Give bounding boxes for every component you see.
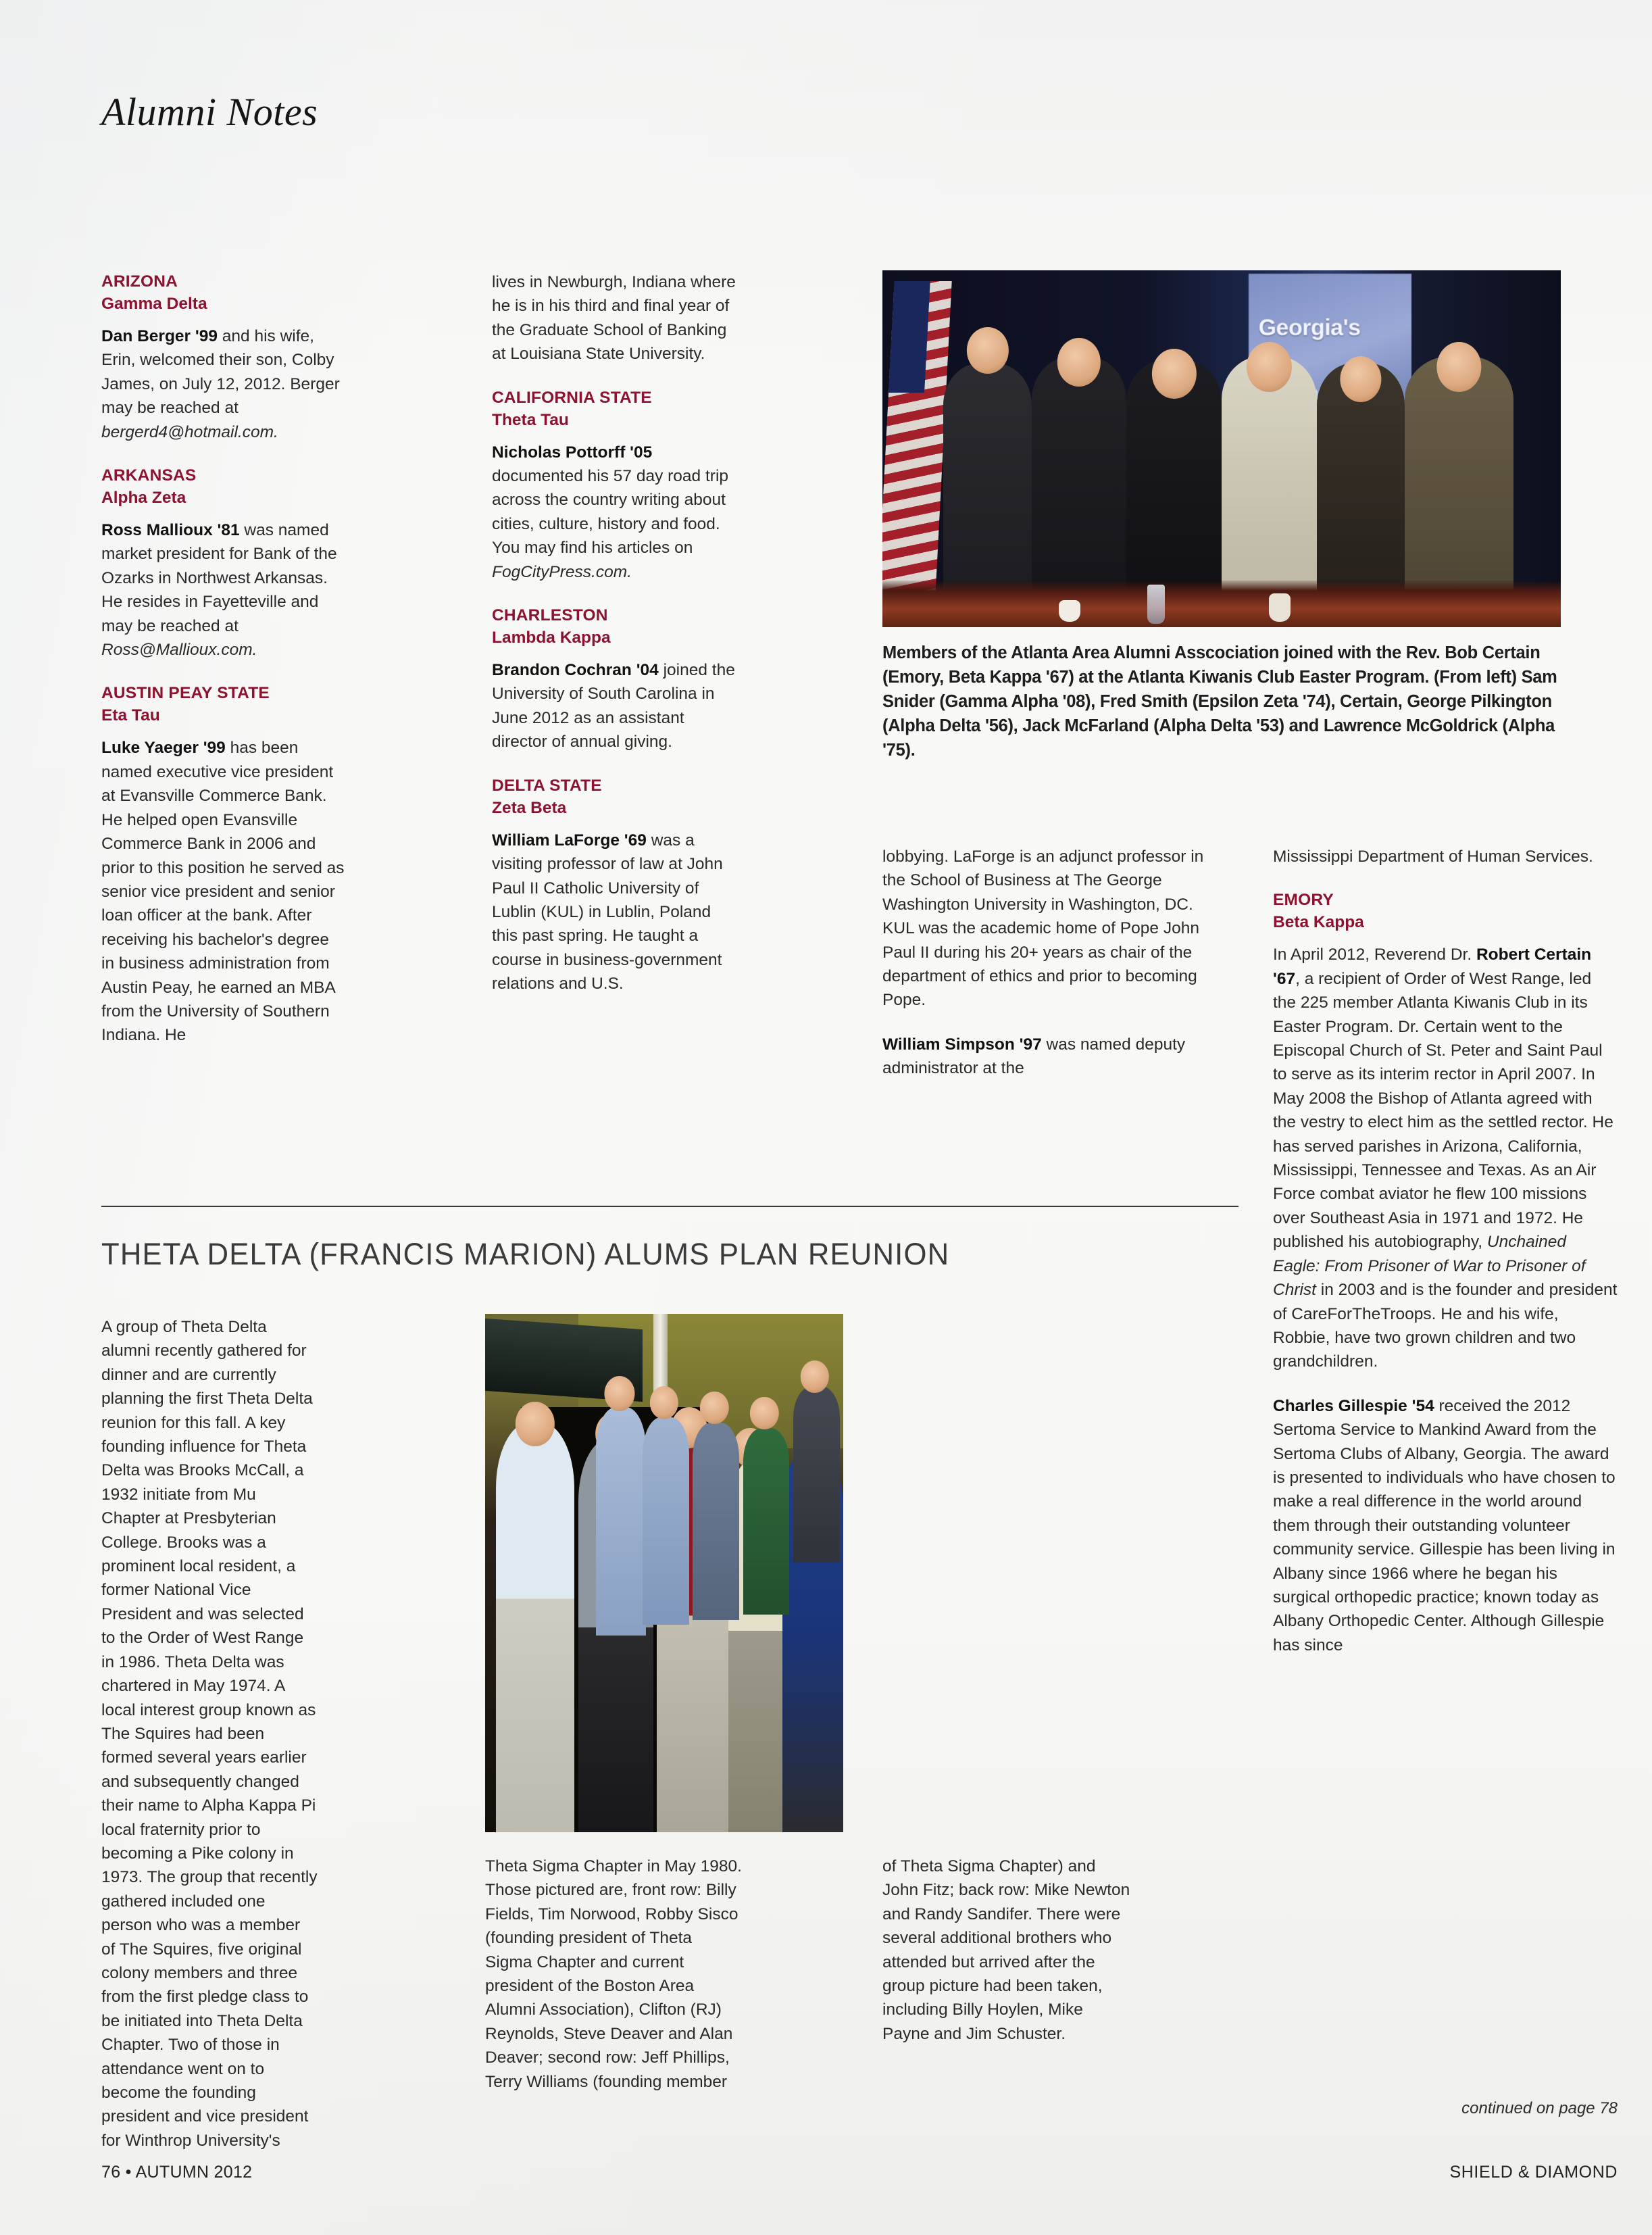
chapter-school: ARIZONA <box>101 272 178 291</box>
folio-publication-name: SHIELD & DIAMOND <box>1449 2163 1618 2182</box>
column-4 <box>1273 845 1618 1657</box>
continuation-text: lives in Newburgh, Indiana where he is in his third and final year of the Graduate School of Banking at Louisiana State University. <box>492 273 736 364</box>
chapter-heading-charleston <box>492 604 741 649</box>
entry-body <box>101 518 346 662</box>
entry-body <box>101 736 346 1047</box>
person-back-3 <box>693 1423 739 1619</box>
person-5-head <box>1340 356 1381 403</box>
person-back-2 <box>643 1417 689 1625</box>
entry-body <box>1273 943 1618 1373</box>
alumnus-name: Robert Certain '67 <box>1273 945 1592 988</box>
alumnus-name: Brandon Cochran '04 <box>492 661 659 680</box>
continuation-text: lobbying. LaForge is an adjunct professor in the School of Business at The George Washington University in Washington, DC. KUL was the academic home of Pope John Paul II during his 20+ years as chair of the department of ethics and prior to becoming Pope. <box>882 848 1204 1010</box>
entry-body <box>492 441 741 584</box>
entry-arizona <box>101 270 346 444</box>
entry-text: documented his 57 day road trip across the country writing about cities, culture, history and food. You may find his articles on <box>492 467 729 558</box>
book-title: Unchained Eagle: From Prisoner of War to Prisoner of Christ <box>1273 1233 1586 1300</box>
chapter-greek: Gamma Delta <box>101 295 207 313</box>
continuation-text: Mississippi Department of Human Services. <box>1273 848 1593 866</box>
entry-continuation-simpson <box>1273 845 1618 868</box>
entry-text-lead: In April 2012, Reverend Dr. <box>1273 945 1476 964</box>
chapter-school: DELTA STATE <box>492 776 602 795</box>
entry-continuation-austin-peay <box>492 270 741 366</box>
entry-charleston <box>492 604 741 754</box>
top-photo <box>882 270 1561 627</box>
entry-text: has been named executive vice president at Evansville Commerce Bank. He helped open Evansville Commerce Bank in 2006 and prior to this position he served as senior vice president and senior loan officer at the bank. After receiving his bachelor's degree in business administration from Austin Peay, he earned an MBA from the University of Southern Indiana. He <box>101 739 345 1045</box>
person-back-4 <box>743 1428 790 1615</box>
coffee-cup <box>1059 600 1080 622</box>
column-2 <box>492 270 741 996</box>
alumnus-name: Dan Berger '99 <box>101 327 218 345</box>
chapter-greek: Eta Tau <box>101 706 160 725</box>
entry-text: was named market president for Bank of the Ozarks in Northwest Arkansas. He resides in Fayetteville and may be reached at <box>101 521 337 635</box>
banquet-table <box>882 581 1561 627</box>
entry-austin-peay <box>101 682 346 1047</box>
chapter-school: AUSTIN PEAY STATE <box>101 684 270 703</box>
entry-text: received the 2012 Sertoma Service to Mankind Award from the Sertoma Clubs of Albany, Georgia. The award is presented to individuals who have chosen to make a real difference in the world around them through their outstanding volunteer community service. Gillespie has been living in Albany since 1966 where he began his surgical orthopedic practice; known today as Albany Orthopedic Center. Although Gillespie has since <box>1273 1396 1616 1654</box>
page-title: Alumni Notes <box>101 90 318 134</box>
entry-text: was a visiting professor of law at John Paul II Catholic University of Lublin (KUL) in Lublin, Poland this past spring. He taught a course in business-government relations and U.S. <box>492 831 723 993</box>
banner-text-primary: Georgia's <box>1258 315 1361 341</box>
entry-text-tail: in 2003 and is the founder and president of CareForTheTroops. He and his wife, Robbie, have two grown children and two grandchildren. <box>1273 1281 1618 1371</box>
feature-divider-rule <box>101 1206 1238 1207</box>
entry-website: FogCityPress.com. <box>492 562 632 581</box>
person-1-head <box>966 327 1008 374</box>
entry-body <box>882 1033 1220 1081</box>
entry-body <box>1273 1394 1618 1657</box>
alumnus-name: William LaForge '69 <box>492 831 647 850</box>
chapter-heading-emory <box>1273 889 1618 933</box>
entry-delta-state <box>492 775 741 996</box>
feature-body-text: A group of Theta Delta alumni recently gathered for dinner and are currently planning the first Theta Delta reunion for this fall. A key founding influence for Theta Delta was Brooks McCall, a 1932 initiate from Mu Chapter at Presbyterian College. Brooks was a prominent local resident, a former National Vice President and was selected to the Order of West Range in 1986. Theta Delta was chartered in May 1974. A local interest group known as The Squires had been formed several years earlier and subsequently changed their name to Alpha Kappa Pi local fraternity prior to becoming a Pike colony in 1973. The group that recently gathered included one person who was a member of The Squires, five original colony members and three from the first pledge class to be initiated into Theta Delta Chapter. Two of those in attendance went on to become the founding president and vice president for Winthrop University's <box>101 1318 318 2150</box>
entry-emory <box>1273 889 1618 1373</box>
entry-charles-gillespie <box>1273 1394 1618 1657</box>
chapter-greek: Theta Tau <box>492 410 569 429</box>
entry-email: bergerd4@hotmail.com. <box>101 422 278 441</box>
person-4-head <box>1247 342 1291 392</box>
person-back-1-head <box>604 1376 634 1411</box>
continued-note: continued on page 78 <box>1461 2099 1618 2117</box>
entry-continuation-laforge <box>882 845 1220 1012</box>
alumnus-name: Charles Gillespie '54 <box>1273 1396 1434 1415</box>
reunion-caption-part-2: of Theta Sigma Chapter) and John Fitz; back row: Mike Newton and Randy Sandifer. There were several additional brothers who attended but arrived after the group picture had been taken, including Billy Hoylen, Mike Payne and Jim Schuster. <box>882 1857 1130 2043</box>
alumnus-name: William Simpson '97 <box>882 1035 1042 1054</box>
entry-body <box>101 324 346 444</box>
feature-column-1 <box>101 1315 318 2153</box>
water-bottle <box>1269 593 1291 622</box>
chapter-greek: Lambda Kappa <box>492 629 611 647</box>
person-back-5-head <box>800 1360 828 1393</box>
reunion-caption-part-1: Theta Sigma Chapter in May 1980. Those pictured are, front row: Billy Fields, Tim Norwood, Robby Sisco (founding president of Theta Sigma Chapter and current president of the Boston Area Alumni Association), Clifton (RJ) Reynolds, Steve Deaver and Alan Deaver; second row: Jeff Phillips, Terry Williams (founding member <box>485 1857 742 2091</box>
chapter-heading-arkansas <box>101 464 346 509</box>
alumnus-name: Luke Yaeger '99 <box>101 739 226 758</box>
person-back-1 <box>596 1407 646 1635</box>
entry-william-simpson <box>882 1033 1220 1081</box>
chapter-school: EMORY <box>1273 891 1334 910</box>
water-glass <box>1147 585 1165 624</box>
chapter-heading-california-state <box>492 387 741 431</box>
reunion-photo <box>485 1314 843 1832</box>
chapter-school: CALIFORNIA STATE <box>492 388 652 407</box>
feature-headline: THETA DELTA (FRANCIS MARION) ALUMS PLAN REUNION <box>101 1237 950 1271</box>
folio-page-number: 76 • AUTUMN 2012 <box>101 2163 253 2182</box>
entry-california-state <box>492 387 741 584</box>
feature-caption-column-2 <box>485 1855 742 2094</box>
entry-body <box>492 658 741 754</box>
feature-caption-column-3 <box>882 1855 1132 2046</box>
entry-text: joined the University of South Carolina in June 2012 as an assistant director of annual giving. <box>492 661 735 752</box>
column-1 <box>101 270 346 1048</box>
alumnus-name: Nicholas Pottorff '05 <box>492 443 653 462</box>
chapter-greek: Zeta Beta <box>492 798 567 817</box>
person-front-1-head <box>516 1402 555 1446</box>
person-6-head <box>1437 342 1481 392</box>
entry-text: was named deputy administrator at the <box>882 1035 1186 1078</box>
chapter-heading-delta-state <box>492 775 741 819</box>
entry-text: , a recipient of Order of West Range, led the 225 member Atlanta Kiwanis Club in its Easter Program. Dr. Certain went to the Episcopal Church of St. Peter and Saint Paul to serve as its interim rector in April 2007. In May 2008 the Bishop of Atlanta agreed with the vestry to elect him as the settled rector. He has served parishes in Arizona, California, Mississippi, Tennessee and Texas. As an Air Force combat aviator he flew 100 missions over Southeast Asia in 1971 and 1972. He published his autobiography, <box>1273 969 1613 1252</box>
person-front-1 <box>496 1423 575 1832</box>
chapter-heading-austin-peay <box>101 682 346 727</box>
chapter-school: ARKANSAS <box>101 466 197 485</box>
alumnus-name: Ross Mallioux '81 <box>101 521 240 540</box>
entry-email: Ross@Mallioux.com. <box>101 641 257 660</box>
top-photo-caption: Members of the Atlanta Area Alumni Asscociation joined with the Rev. Bob Certain (Emory, Beta Kappa '67) at the Atlanta Kiwanis Club Easter Program. (From left) Sam Snider (Gamma Alpha '08), Fred Smith (Epsilon Zeta '74), Certain, George Pilkington (Alpha Delta '56), Jack McFarland (Alpha Delta '53) and Lawrence McGoldrick (Alpha '75). <box>882 643 1557 760</box>
person-back-5 <box>793 1386 840 1563</box>
entry-arkansas <box>101 464 346 662</box>
chapter-greek: Beta Kappa <box>1273 913 1364 932</box>
entry-body <box>492 829 741 996</box>
entry-text: and his wife, Erin, welcomed their son, Colby James, on July 12, 2012. Berger may be reached at <box>101 327 340 418</box>
chapter-greek: Alpha Zeta <box>101 489 186 508</box>
chapter-heading-arizona <box>101 270 346 315</box>
chapter-school: CHARLESTON <box>492 606 608 625</box>
person-3-head <box>1152 349 1197 399</box>
column-3 <box>882 845 1220 1081</box>
person-2-head <box>1057 338 1101 386</box>
